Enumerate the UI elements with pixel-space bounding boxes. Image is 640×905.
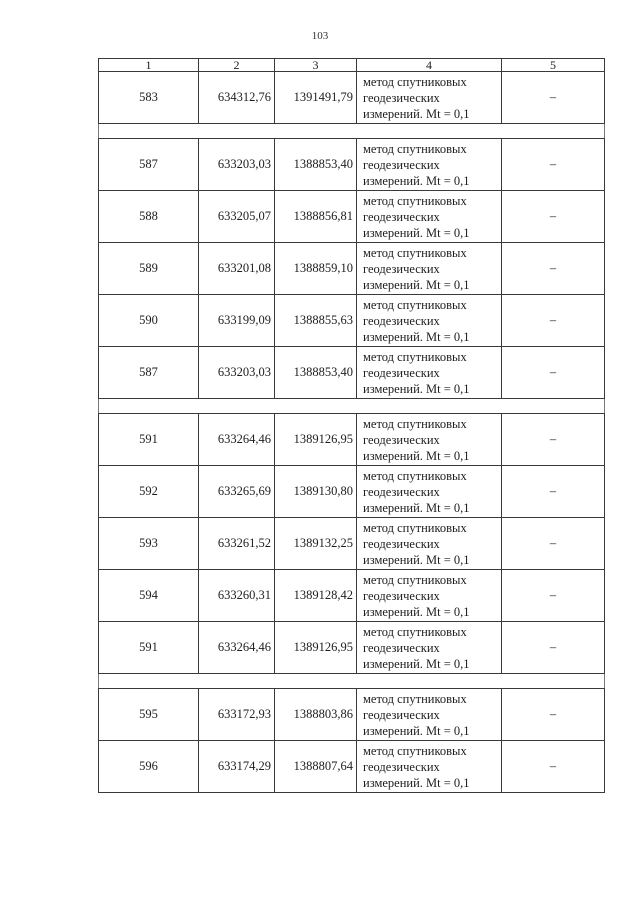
method-text-line: измерений. Mt = 0,1 [363,277,470,292]
method-cell [357,570,502,622]
method-cell [357,414,502,466]
table-body [99,72,605,793]
note-cell: – [502,295,605,347]
note-cell: – [502,689,605,741]
method-text-line: геодезических [363,759,440,774]
table-row [99,689,605,741]
header-cell-4: 4 [357,59,502,72]
table-row [99,191,605,243]
method-text-line: измерений. Mt = 0,1 [363,448,470,463]
x-coordinate-cell: 633264,46 [199,622,275,674]
table-row [99,72,605,124]
method-text-line: метод спутниковых [363,245,467,260]
header-cell-5: 5 [502,59,605,72]
point-number-cell: 595 [99,689,199,741]
method-text-line: геодезических [363,432,440,447]
y-coordinate-cell: 1388853,40 [275,347,357,399]
method-text-line: измерений. Mt = 0,1 [363,106,470,121]
method-cell [357,622,502,674]
table-row [99,570,605,622]
x-coordinate-cell: 633203,03 [199,139,275,191]
note-cell: – [502,72,605,124]
x-coordinate-cell: 633264,46 [199,414,275,466]
x-coordinate-cell: 633261,52 [199,518,275,570]
page-number: 103 [311,30,329,42]
x-coordinate-cell: 633199,09 [199,295,275,347]
y-coordinate-cell: 1391491,79 [275,72,357,124]
point-number-cell: 587 [99,347,199,399]
header-row [99,59,605,72]
group-separator-row [99,124,605,139]
note-cell: – [502,570,605,622]
method-cell [357,347,502,399]
method-text-line: измерений. Mt = 0,1 [363,173,470,188]
method-cell [357,191,502,243]
table-row [99,622,605,674]
x-coordinate-cell: 633203,03 [199,347,275,399]
x-coordinate-cell: 633174,29 [199,741,275,793]
method-text-line: геодезических [363,157,440,172]
note-cell: – [502,347,605,399]
point-number-cell: 591 [99,622,199,674]
note-cell: – [502,191,605,243]
note-cell: – [502,741,605,793]
method-text-line: измерений. Mt = 0,1 [363,500,470,515]
y-coordinate-cell: 1389130,80 [275,466,357,518]
y-coordinate-cell: 1388856,81 [275,191,357,243]
method-text-line: метод спутниковых [363,624,467,639]
point-number-cell: 594 [99,570,199,622]
x-coordinate-cell: 633201,08 [199,243,275,295]
method-text-line: метод спутниковых [363,743,467,758]
method-text-line: геодезических [363,707,440,722]
y-coordinate-cell: 1389126,95 [275,414,357,466]
method-text-line: метод спутниковых [363,297,467,312]
method-text-line: измерений. Mt = 0,1 [363,381,470,396]
method-cell [357,139,502,191]
method-text-line: метод спутниковых [363,193,467,208]
point-number-cell: 587 [99,139,199,191]
method-cell [357,72,502,124]
method-cell [357,518,502,570]
coordinates-table [98,58,605,793]
method-text-line: геодезических [363,536,440,551]
note-cell: – [502,518,605,570]
y-coordinate-cell: 1388853,40 [275,139,357,191]
point-number-cell: 596 [99,741,199,793]
table-row [99,243,605,295]
table-row [99,741,605,793]
y-coordinate-cell: 1388807,64 [275,741,357,793]
note-cell: – [502,622,605,674]
y-coordinate-cell: 1388855,63 [275,295,357,347]
method-text-line: геодезических [363,209,440,224]
method-text-line: геодезических [363,484,440,499]
method-text-line: метод спутниковых [363,74,467,89]
point-number-cell: 583 [99,72,199,124]
point-number-cell: 592 [99,466,199,518]
method-text-line: геодезических [363,90,440,105]
table-row [99,466,605,518]
method-text-line: измерений. Mt = 0,1 [363,775,470,790]
method-cell [357,466,502,518]
group-separator-cell [99,124,605,139]
header-cell-2: 2 [199,59,275,72]
method-text-line: геодезических [363,365,440,380]
method-text-line: измерений. Mt = 0,1 [363,604,470,619]
y-coordinate-cell: 1389126,95 [275,622,357,674]
group-separator-row [99,399,605,414]
method-text-line: геодезических [363,261,440,276]
method-text-line: метод спутниковых [363,691,467,706]
table-row [99,295,605,347]
x-coordinate-cell: 633172,93 [199,689,275,741]
header-cell-1: 1 [99,59,199,72]
table-row [99,139,605,191]
point-number-cell: 589 [99,243,199,295]
table-row [99,414,605,466]
y-coordinate-cell: 1388803,86 [275,689,357,741]
method-text-line: измерений. Mt = 0,1 [363,656,470,671]
group-separator-cell [99,399,605,414]
method-text-line: метод спутниковых [363,468,467,483]
method-cell [357,689,502,741]
point-number-cell: 590 [99,295,199,347]
method-text-line: метод спутниковых [363,572,467,587]
x-coordinate-cell: 633205,07 [199,191,275,243]
y-coordinate-cell: 1389128,42 [275,570,357,622]
point-number-cell: 588 [99,191,199,243]
group-separator-row [99,674,605,689]
table-row [99,518,605,570]
method-text-line: метод спутниковых [363,141,467,156]
method-cell [357,295,502,347]
x-coordinate-cell: 634312,76 [199,72,275,124]
method-text-line: метод спутниковых [363,416,467,431]
method-text-line: геодезических [363,640,440,655]
point-number-cell: 591 [99,414,199,466]
method-text-line: измерений. Mt = 0,1 [363,329,470,344]
method-text-line: геодезических [363,313,440,328]
note-cell: – [502,243,605,295]
method-text-line: геодезических [363,588,440,603]
method-text-line: измерений. Mt = 0,1 [363,225,470,240]
table-row [99,347,605,399]
method-text-line: метод спутниковых [363,349,467,364]
note-cell: – [502,414,605,466]
method-cell [357,741,502,793]
method-text-line: измерений. Mt = 0,1 [363,723,470,738]
x-coordinate-cell: 633260,31 [199,570,275,622]
y-coordinate-cell: 1388859,10 [275,243,357,295]
method-text-line: метод спутниковых [363,520,467,535]
method-text-line: измерений. Mt = 0,1 [363,552,470,567]
note-cell: – [502,139,605,191]
point-number-cell: 593 [99,518,199,570]
note-cell: – [502,466,605,518]
method-cell [357,243,502,295]
y-coordinate-cell: 1389132,25 [275,518,357,570]
group-separator-cell [99,674,605,689]
x-coordinate-cell: 633265,69 [199,466,275,518]
header-cell-3: 3 [275,59,357,72]
